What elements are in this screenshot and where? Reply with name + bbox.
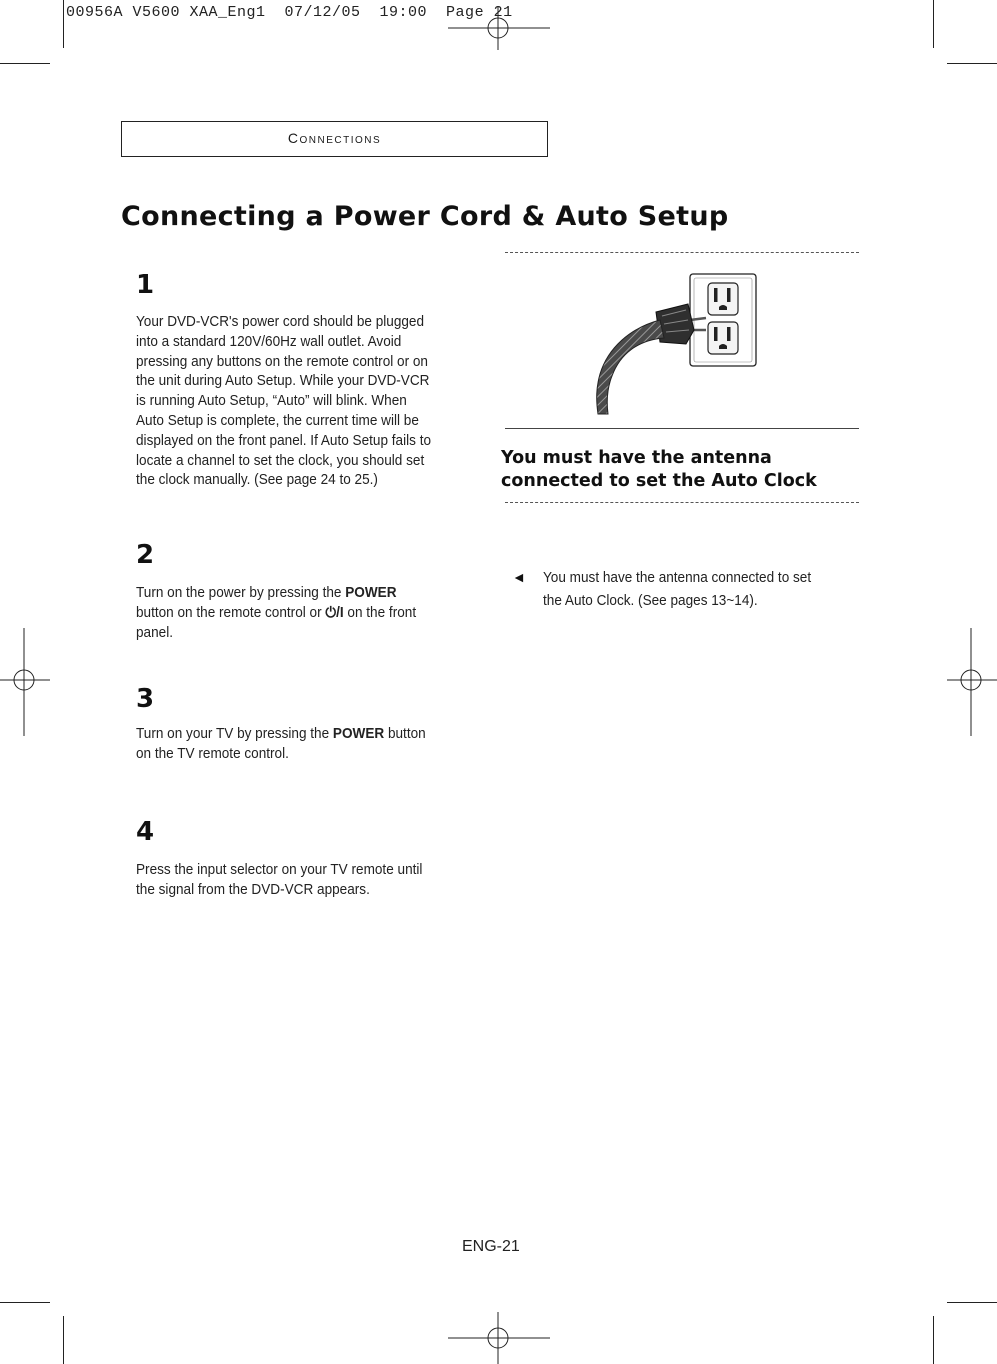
crop-mark xyxy=(933,0,934,48)
section-header-box xyxy=(121,121,548,157)
registration-mark-left xyxy=(0,628,50,736)
step-number: 3 xyxy=(136,684,155,714)
print-header: 00956A V5600 XAA_Eng1 07/12/05 19:00 Page 21 xyxy=(66,4,513,21)
registration-mark-right xyxy=(947,628,997,736)
section-label: Connections xyxy=(287,130,382,146)
step-number: 2 xyxy=(136,540,155,570)
crop-mark xyxy=(0,1302,50,1303)
divider-rule xyxy=(505,252,859,253)
step-4-text: Press the input selector on your TV remote until the signal from the DVD-VCR appears. xyxy=(136,862,423,898)
divider-rule xyxy=(505,502,859,503)
crop-mark xyxy=(947,63,997,64)
power-cord-outlet-illustration xyxy=(590,268,765,418)
step-2-text: Turn on the power by pressing the POWER button on the remote control or ⏻/I on the front panel. xyxy=(136,585,417,641)
step-1-text: Your DVD-VCR's power cord should be plugged into a standard 120V/60Hz wall outlet. Avoid pressing any buttons on the remote control or on the unit during Auto Setup. While your DVD-VCR is running Auto Setup, “Auto” will blink. When Auto Setup is complete, the current time will be displayed on the front panel. If Auto Setup fails to locate a channel to set the clock, you should set the clock manually. (See page 24 to 25.) xyxy=(136,314,432,489)
crop-mark xyxy=(63,0,64,48)
step-number: 1 xyxy=(136,270,155,300)
note-heading: You must have the antenna connected to set the Auto Clock xyxy=(501,448,817,491)
registration-mark-bottom xyxy=(448,1312,550,1364)
note-text: You must have the antenna connected to set the Auto Clock. (See pages 13~14). xyxy=(543,570,812,609)
page-title: Connecting a Power Cord & Auto Setup xyxy=(121,201,729,232)
crop-mark xyxy=(947,1302,997,1303)
step-3-text: Turn on your TV by pressing the POWER button on the TV remote control. xyxy=(136,726,426,762)
page-number: ENG-21 xyxy=(462,1238,520,1255)
crop-mark xyxy=(933,1316,934,1364)
crop-mark xyxy=(63,1316,64,1364)
step-number: 4 xyxy=(136,817,155,847)
divider-rule xyxy=(505,428,859,429)
arrow-left-icon: ◄ xyxy=(512,569,526,585)
power-standby-icon: ⏻/I xyxy=(325,604,344,621)
registration-mark-top xyxy=(448,6,550,50)
crop-mark xyxy=(0,63,50,64)
